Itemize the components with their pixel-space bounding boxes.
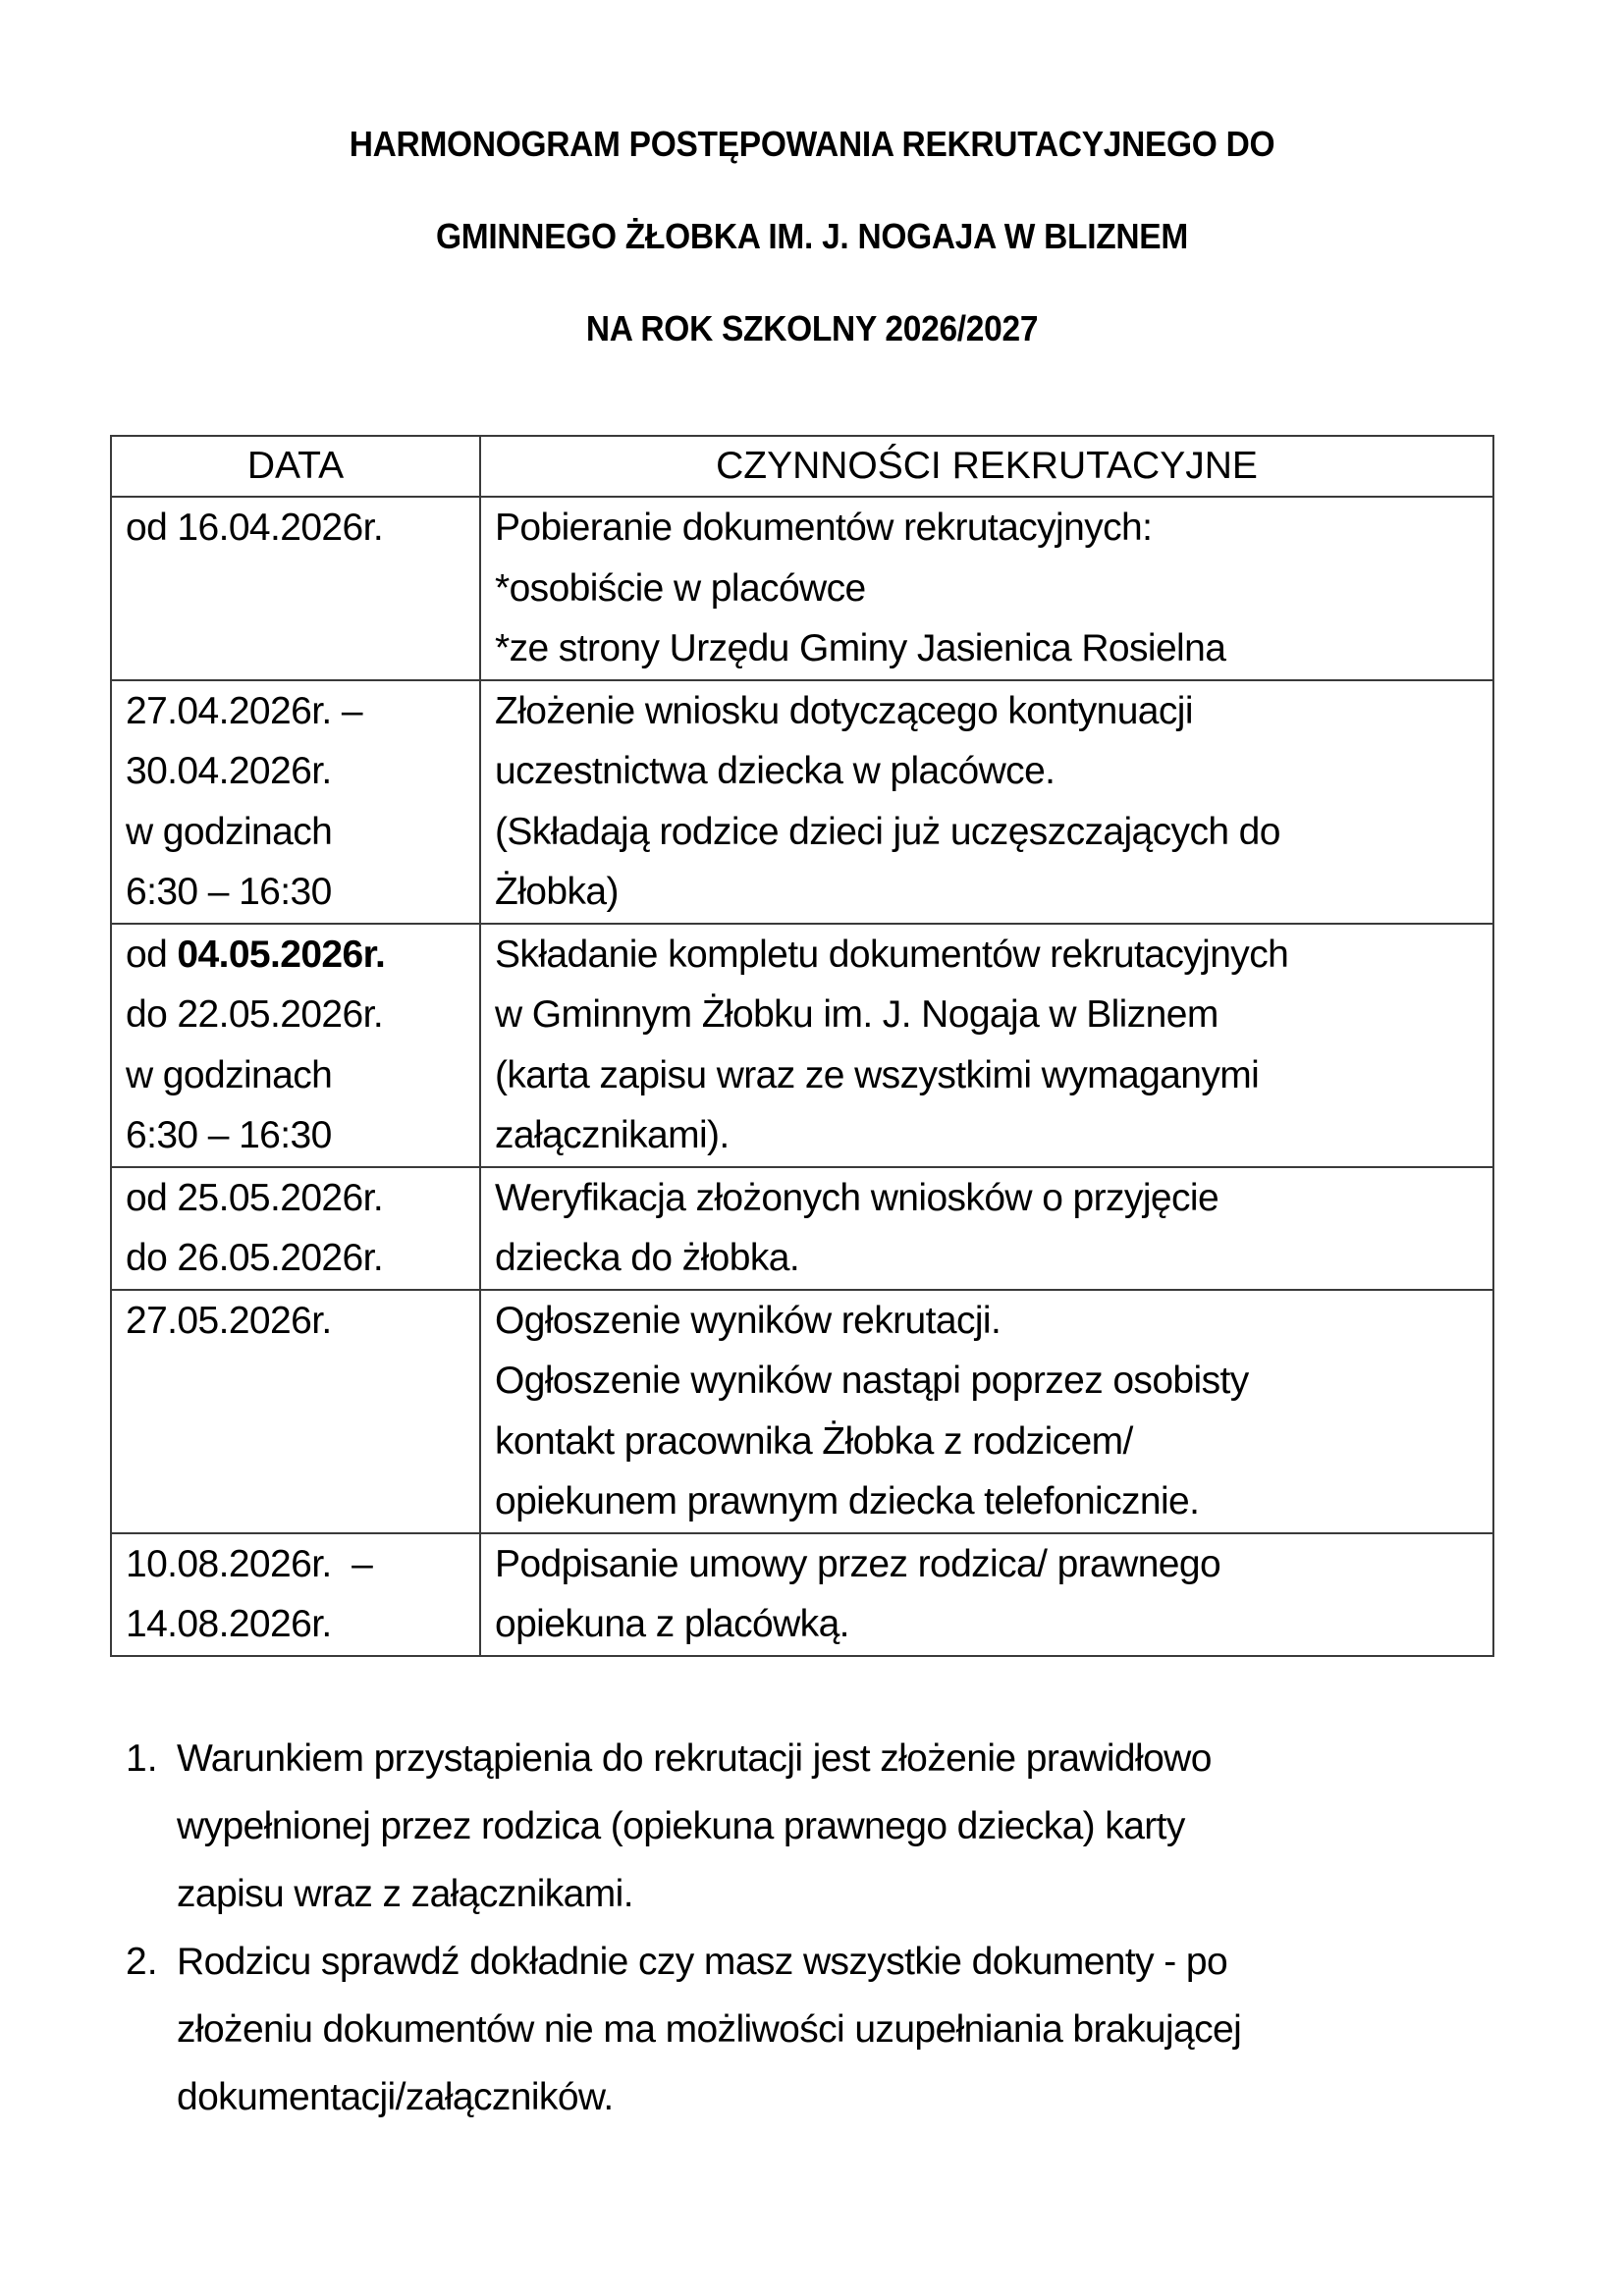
activity-line: *ze strony Urzędu Gminy Jasienica Rosielna <box>495 627 1226 669</box>
date-prefix: od <box>126 933 178 976</box>
activity-cell <box>480 497 1493 680</box>
notes-list <box>126 1725 1520 2131</box>
date-line: od 25.05.2026r. <box>126 1176 384 1219</box>
activity-line: załącznikami). <box>495 1114 730 1156</box>
title-line-2: GMINNEGO ŻŁOBKA IM. J. NOGAJA W BLIZNEM <box>436 216 1188 256</box>
date-bold: 04.05.2026r. <box>177 933 386 976</box>
note-line: zapisu wraz z załącznikami. <box>177 1873 633 1915</box>
date-cell <box>111 924 480 1167</box>
note-number: 2. <box>126 1941 158 1983</box>
table-row <box>111 680 1493 924</box>
note-line: Warunkiem przystąpienia do rekrutacji jest złożenie prawidłowo <box>177 1737 1212 1780</box>
date-line: 6:30 – 16:30 <box>126 871 332 913</box>
activity-line: Weryfikacja złożonych wniosków o przyjęcie <box>495 1176 1219 1219</box>
title-line-3: NA ROK SZKOLNY 2026/2027 <box>585 308 1039 348</box>
date-line: do 22.05.2026r. <box>126 993 384 1036</box>
table-row <box>111 1167 1493 1290</box>
date-line: 27.04.2026r. – <box>126 689 362 732</box>
activity-cell <box>480 1167 1493 1290</box>
note-line: złożeniu dokumentów nie ma możliwości uzupełniania brakującej <box>177 2008 1242 2051</box>
title-line-1: HARMONOGRAM POSTĘPOWANIA REKRUTACYJNEGO DO <box>349 124 1275 164</box>
activity-cell <box>480 680 1493 924</box>
date-line <box>126 925 465 986</box>
header-activities: CZYNNOŚCI REKRUTACYJNE <box>480 436 1493 497</box>
note-text <box>177 1725 1212 1928</box>
activity-line: Ogłoszenie wyników nastąpi poprzez osobisty <box>495 1360 1249 1402</box>
table-row <box>111 924 1493 1167</box>
activity-line: (Składają rodzice dzieci już uczęszczających do <box>495 810 1280 853</box>
table-row <box>111 497 1493 680</box>
note-number: 1. <box>126 1737 158 1780</box>
note-line: Rodzicu sprawdź dokładnie czy masz wszystkie dokumenty - po <box>177 1941 1228 1983</box>
date-line: od 16.04.2026r. <box>126 507 384 549</box>
date-cell <box>111 497 480 680</box>
activity-line: Złożenie wniosku dotyczącego kontynuacji <box>495 689 1193 732</box>
date-line: do 26.05.2026r. <box>126 1237 384 1279</box>
note-line: dokumentacji/załączników. <box>177 2076 614 2118</box>
activity-line: uczestnictwa dziecka w placówce. <box>495 750 1056 792</box>
activity-line: *osobiście w placówce <box>495 566 866 610</box>
activity-line: Składanie kompletu dokumentów rekrutacyjnych <box>495 933 1289 976</box>
table-row <box>111 1533 1493 1656</box>
table-row <box>111 1290 1493 1533</box>
date-cell <box>111 680 480 924</box>
date-cell <box>111 1533 480 1656</box>
activity-line: Podpisanie umowy przez rodzica/ prawnego <box>495 1542 1221 1585</box>
date-line: 6:30 – 16:30 <box>126 1114 332 1156</box>
header-date: DATA <box>111 436 480 497</box>
note-item <box>126 1725 1520 1928</box>
note-text <box>177 1928 1241 2131</box>
document-title <box>0 98 1624 375</box>
date-cell <box>111 1290 480 1533</box>
activity-line: opiekuna z placówką. <box>495 1603 849 1645</box>
date-cell <box>111 1167 480 1290</box>
recruitment-schedule-table <box>110 435 1494 1657</box>
date-line: 30.04.2026r. <box>126 750 332 792</box>
activity-line: w Gminnym Żłobku im. J. Nogaja w Bliznem <box>495 993 1218 1036</box>
activity-line: kontakt pracownika Żłobka z rodzicem/ <box>495 1419 1133 1463</box>
table-header-row <box>111 436 1493 497</box>
note-line: wypełnionej przez rodzica (opiekuna prawnego dziecka) karty <box>177 1805 1185 1847</box>
activity-line: Pobieranie dokumentów rekrutacyjnych: <box>495 507 1153 549</box>
activity-cell <box>480 924 1493 1167</box>
activity-line: Żłobka) <box>495 871 619 913</box>
activity-line: opiekunem prawnym dziecka telefonicznie. <box>495 1480 1200 1522</box>
note-item <box>126 1928 1520 2131</box>
date-line: w godzinach <box>126 810 333 853</box>
date-line: 10.08.2026r. – <box>126 1542 373 1585</box>
date-line: 27.05.2026r. <box>126 1299 332 1342</box>
activity-line: Ogłoszenie wyników rekrutacji. <box>495 1299 1001 1342</box>
date-line: w godzinach <box>126 1053 333 1096</box>
activity-cell <box>480 1290 1493 1533</box>
activity-cell <box>480 1533 1493 1656</box>
activity-line: (karta zapisu wraz ze wszystkimi wymaganymi <box>495 1053 1260 1096</box>
activity-line: dziecka do żłobka. <box>495 1237 800 1279</box>
date-line: 14.08.2026r. <box>126 1603 332 1645</box>
